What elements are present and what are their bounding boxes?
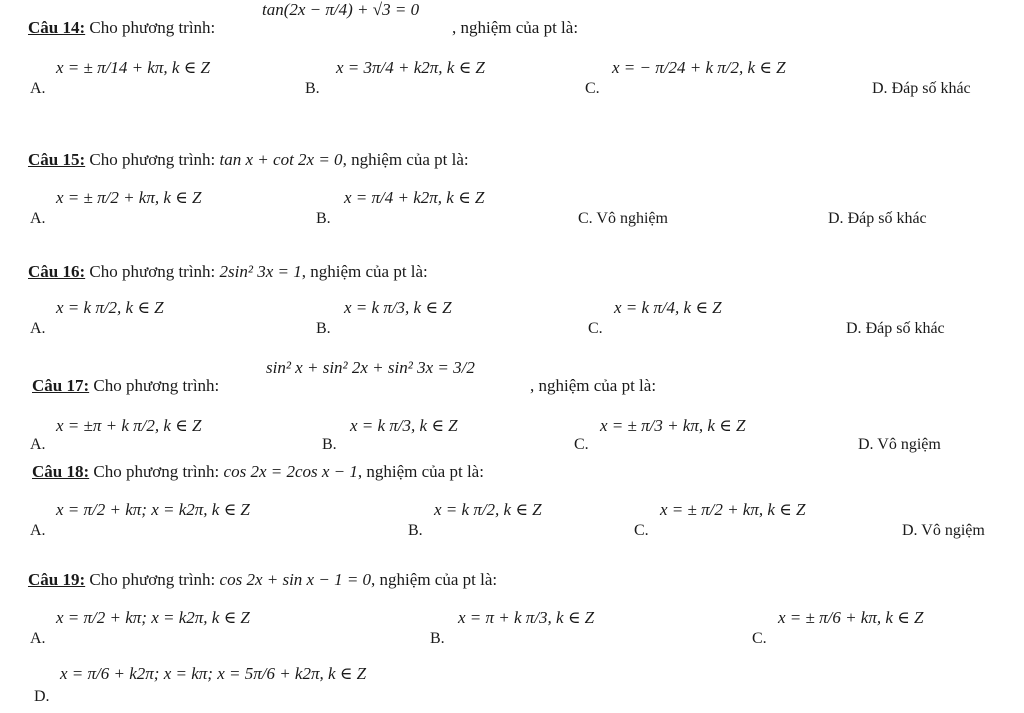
question-17-stem [32, 376, 219, 396]
option-a-answer: x = ±π + k π/2, k ∈ Z [56, 416, 202, 435]
option-letter: B. [316, 320, 331, 337]
question-16-stem [28, 262, 428, 282]
option-a-answer: x = ± π/2 + kπ, k ∈ Z [56, 188, 202, 207]
option-letter: D. [828, 210, 844, 227]
option-letter: A. [30, 80, 46, 97]
option-letter: D. [34, 688, 50, 705]
question-label: Câu 15: [28, 150, 86, 169]
question-label: Câu 14: [28, 18, 86, 37]
option-letter: C. [578, 210, 593, 227]
option-text: Vô ngiệm [877, 436, 941, 453]
option-d-answer [828, 210, 927, 228]
option-letter: A. [30, 210, 46, 227]
option-b-answer: x = k π/3, k ∈ Z [350, 416, 458, 435]
equation: tan x + cot 2x = 0 [219, 150, 343, 169]
option-b-answer: x = k π/3, k ∈ Z [344, 298, 452, 317]
option-letter: B. [408, 522, 423, 539]
option-letter: A. [30, 630, 46, 647]
option-letter: C. [752, 630, 767, 647]
question-intro: Cho phương trình: [93, 462, 220, 481]
question-intro: Cho phương trình: [89, 18, 216, 37]
option-c-answer: x = ± π/6 + kπ, k ∈ Z [778, 608, 924, 627]
equation: sin² x + sin² 2x + sin² 3x = 3/2 [266, 358, 475, 377]
option-text: Đáp số khác [891, 80, 971, 97]
option-letter: C. [634, 522, 649, 539]
option-b-answer: x = k π/2, k ∈ Z [434, 500, 542, 519]
option-letter: C. [574, 436, 589, 453]
option-letter: D. [872, 80, 888, 97]
option-letter: B. [316, 210, 331, 227]
question-label: Câu 18: [32, 462, 90, 481]
equation: tan(2x − π/4) + √3 = 0 [262, 0, 420, 19]
question-intro: Cho phương trình: [89, 262, 216, 281]
option-b-answer: x = 3π/4 + k2π, k ∈ Z [336, 58, 485, 77]
option-letter: B. [430, 630, 445, 647]
option-d-answer [902, 522, 985, 540]
option-c-answer: x = − π/24 + k π/2, k ∈ Z [612, 58, 786, 77]
option-d-answer [872, 80, 971, 98]
question-suffix: , nghiệm của pt là: [371, 570, 498, 589]
equation: cos 2x + sin x − 1 = 0 [219, 570, 372, 589]
option-letter: D. [858, 436, 874, 453]
option-text: Đáp số khác [847, 210, 927, 227]
equation: cos 2x = 2cos x − 1 [223, 462, 358, 481]
option-c-answer: x = k π/4, k ∈ Z [614, 298, 722, 317]
option-letter: B. [322, 436, 337, 453]
option-letter: D. [846, 320, 862, 337]
question-14-suffix: , nghiệm của pt là: [452, 18, 579, 37]
equation: 2sin² 3x = 1 [219, 262, 302, 281]
option-a-answer: x = π/2 + kπ; x = k2π, k ∈ Z [56, 500, 250, 519]
question-17-suffix: , nghiệm của pt là: [530, 376, 657, 395]
question-15-stem [28, 150, 469, 170]
question-19-stem [28, 570, 497, 590]
option-letter: A. [30, 320, 46, 337]
option-d-answer: x = π/6 + k2π; x = kπ; x = 5π/6 + k2π, k ∈ Z [60, 664, 367, 683]
question-label: Câu 16: [28, 262, 86, 281]
question-label: Câu 17: [32, 376, 90, 395]
option-letter: C. [588, 320, 603, 337]
option-letter: D. [902, 522, 918, 539]
option-b-answer: x = π/4 + k2π, k ∈ Z [344, 188, 485, 207]
question-intro: Cho phương trình: [93, 376, 220, 395]
question-17-equation [266, 358, 475, 378]
option-a-answer: x = π/2 + kπ; x = k2π, k ∈ Z [56, 608, 250, 627]
option-c-answer [578, 210, 668, 228]
option-b-answer: x = π + k π/3, k ∈ Z [458, 608, 595, 627]
question-14-equation [262, 0, 419, 20]
option-letter: A. [30, 436, 46, 453]
option-c-answer: x = ± π/2 + kπ, k ∈ Z [660, 500, 806, 519]
option-a-answer: x = ± π/14 + kπ, k ∈ Z [56, 58, 210, 77]
question-14-stem [28, 18, 215, 38]
option-d-answer [846, 320, 945, 338]
question-intro: Cho phương trình: [89, 150, 216, 169]
option-text: Vô nghiệm [596, 210, 668, 227]
option-letter: C. [585, 80, 600, 97]
option-letter: B. [305, 80, 320, 97]
option-c-answer: x = ± π/3 + kπ, k ∈ Z [600, 416, 746, 435]
option-a-answer: x = k π/2, k ∈ Z [56, 298, 164, 317]
option-text: Vô ngiệm [921, 522, 985, 539]
option-letter: A. [30, 522, 46, 539]
option-d-answer [858, 436, 941, 454]
question-suffix: , nghiệm của pt là: [357, 462, 484, 481]
question-intro: Cho phương trình: [89, 570, 216, 589]
option-text: Đáp số khác [865, 320, 945, 337]
question-18-stem [32, 462, 484, 482]
question-suffix: , nghiệm của pt là: [301, 262, 428, 281]
question-suffix: , nghiệm của pt là: [342, 150, 469, 169]
question-label: Câu 19: [28, 570, 86, 589]
